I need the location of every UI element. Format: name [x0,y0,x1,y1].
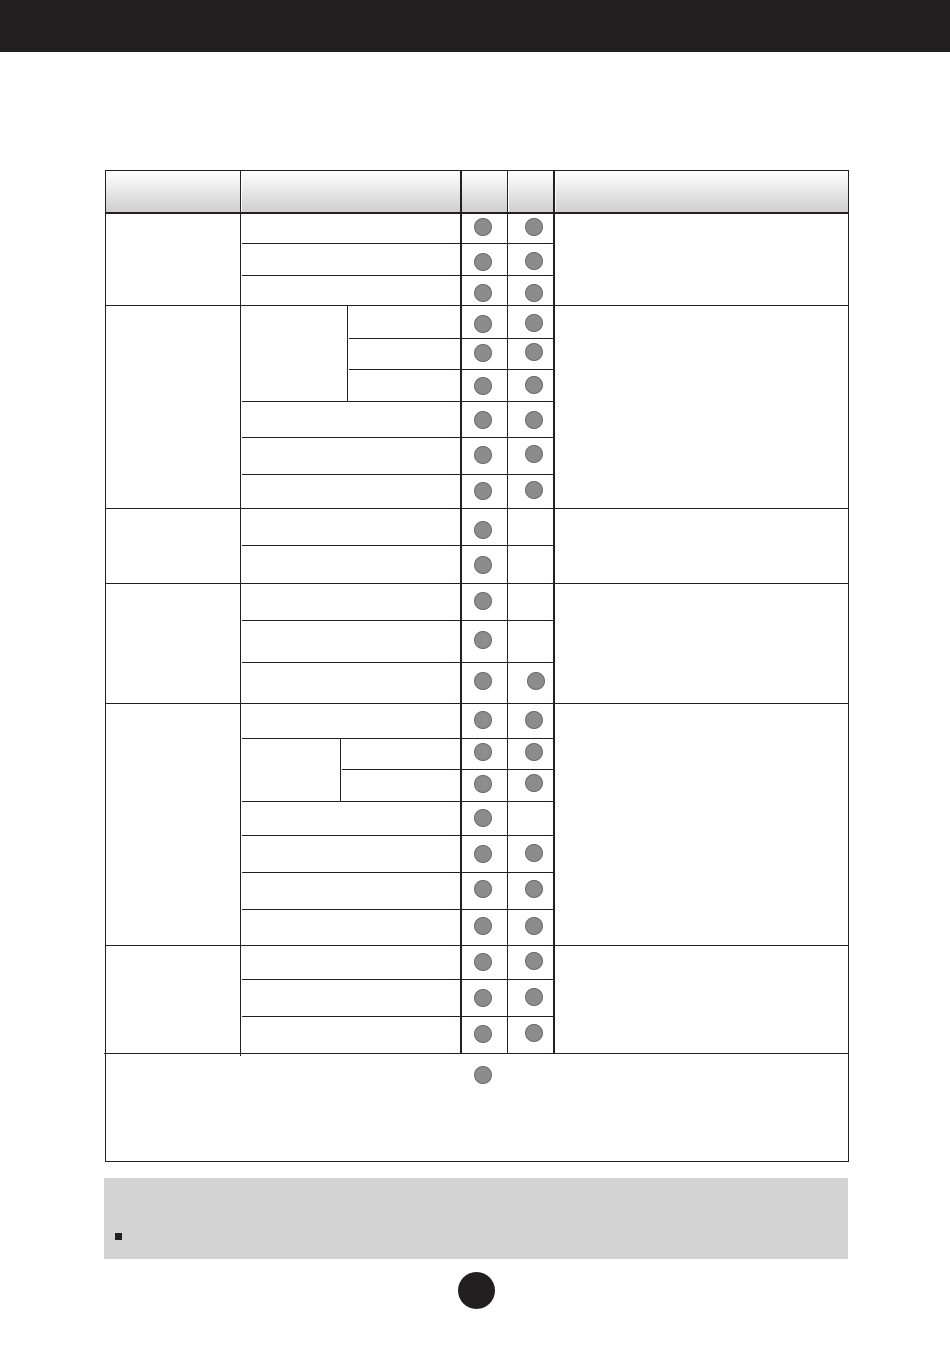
row-divider [242,437,553,438]
indicator-dot [525,917,543,935]
row-divider [242,545,553,546]
indicator-dot [525,343,543,361]
header-divider [106,212,849,214]
row-divider [242,662,553,663]
indicator-dot [474,809,492,827]
group-divider [106,703,849,704]
note-box [104,1178,848,1259]
row-divider [242,909,553,910]
table-header-cell-4 [509,171,554,212]
indicator-dot [474,446,492,464]
row-divider [242,738,553,739]
row-divider [242,401,553,402]
indicator-dot [474,411,492,429]
group-divider [104,1053,849,1054]
column-divider [507,171,508,1053]
row-divider [242,835,553,836]
indicator-dot [474,672,492,690]
indicator-dot [474,253,492,271]
indicator-dot [474,521,492,539]
group-divider [106,305,849,306]
indicator-dot [525,314,543,332]
indicator-dot [474,377,492,395]
row-divider [242,872,553,873]
group-divider [106,508,849,509]
indicator-dot [474,880,492,898]
row-divider [242,801,553,802]
indicator-dot [474,315,492,333]
indicator-dot [527,672,545,690]
table-header-cell-1 [106,171,240,212]
indicator-dot [474,917,492,935]
indicator-dot [474,344,492,362]
indicator-dot [525,481,543,499]
page-header-bar [0,0,950,52]
indicator-dot [525,988,543,1006]
indicator-dot [474,1066,492,1084]
indicator-dot [474,592,492,610]
row-divider [242,243,553,244]
indicator-dot [525,774,543,792]
indicator-dot [474,775,492,793]
column-divider [460,171,462,1053]
indicator-dot [474,711,492,729]
indicator-dot [474,556,492,574]
row-divider [349,338,553,339]
indicator-dot [525,743,543,761]
indicator-dot [525,1024,543,1042]
indicator-dot [525,880,543,898]
row-divider [242,979,553,980]
indicator-dot [525,376,543,394]
row-divider [242,275,553,276]
indicator-dot [474,284,492,302]
indicator-dot [474,631,492,649]
group-divider [106,583,849,584]
table-header-cell-3 [462,171,507,212]
indicator-dot [474,482,492,500]
row-divider [242,474,553,475]
indicator-dot [474,953,492,971]
indicator-dot [525,711,543,729]
row-divider [342,769,553,770]
indicator-dot [525,284,543,302]
row-divider [349,369,553,370]
column-divider [340,738,341,801]
indicator-dot [474,989,492,1007]
indicator-dot [474,218,492,236]
indicator-dot [525,252,543,270]
indicator-dot [525,445,543,463]
column-divider [347,306,348,401]
indicator-dot [474,845,492,863]
indicator-dot [525,411,543,429]
note-bullet [115,1233,122,1240]
row-divider [242,620,553,621]
indicator-dot [525,218,543,236]
indicator-dot [474,1025,492,1043]
group-divider [106,945,849,946]
indicator-dot [525,952,543,970]
column-divider [240,171,241,1056]
indicator-dot [474,743,492,761]
page-number-badge [458,1272,495,1309]
indicator-dot [525,844,543,862]
table-header-cell-2 [242,171,460,212]
row-divider [242,1016,553,1017]
column-divider [553,171,555,1053]
table-header-cell-5 [556,171,848,212]
